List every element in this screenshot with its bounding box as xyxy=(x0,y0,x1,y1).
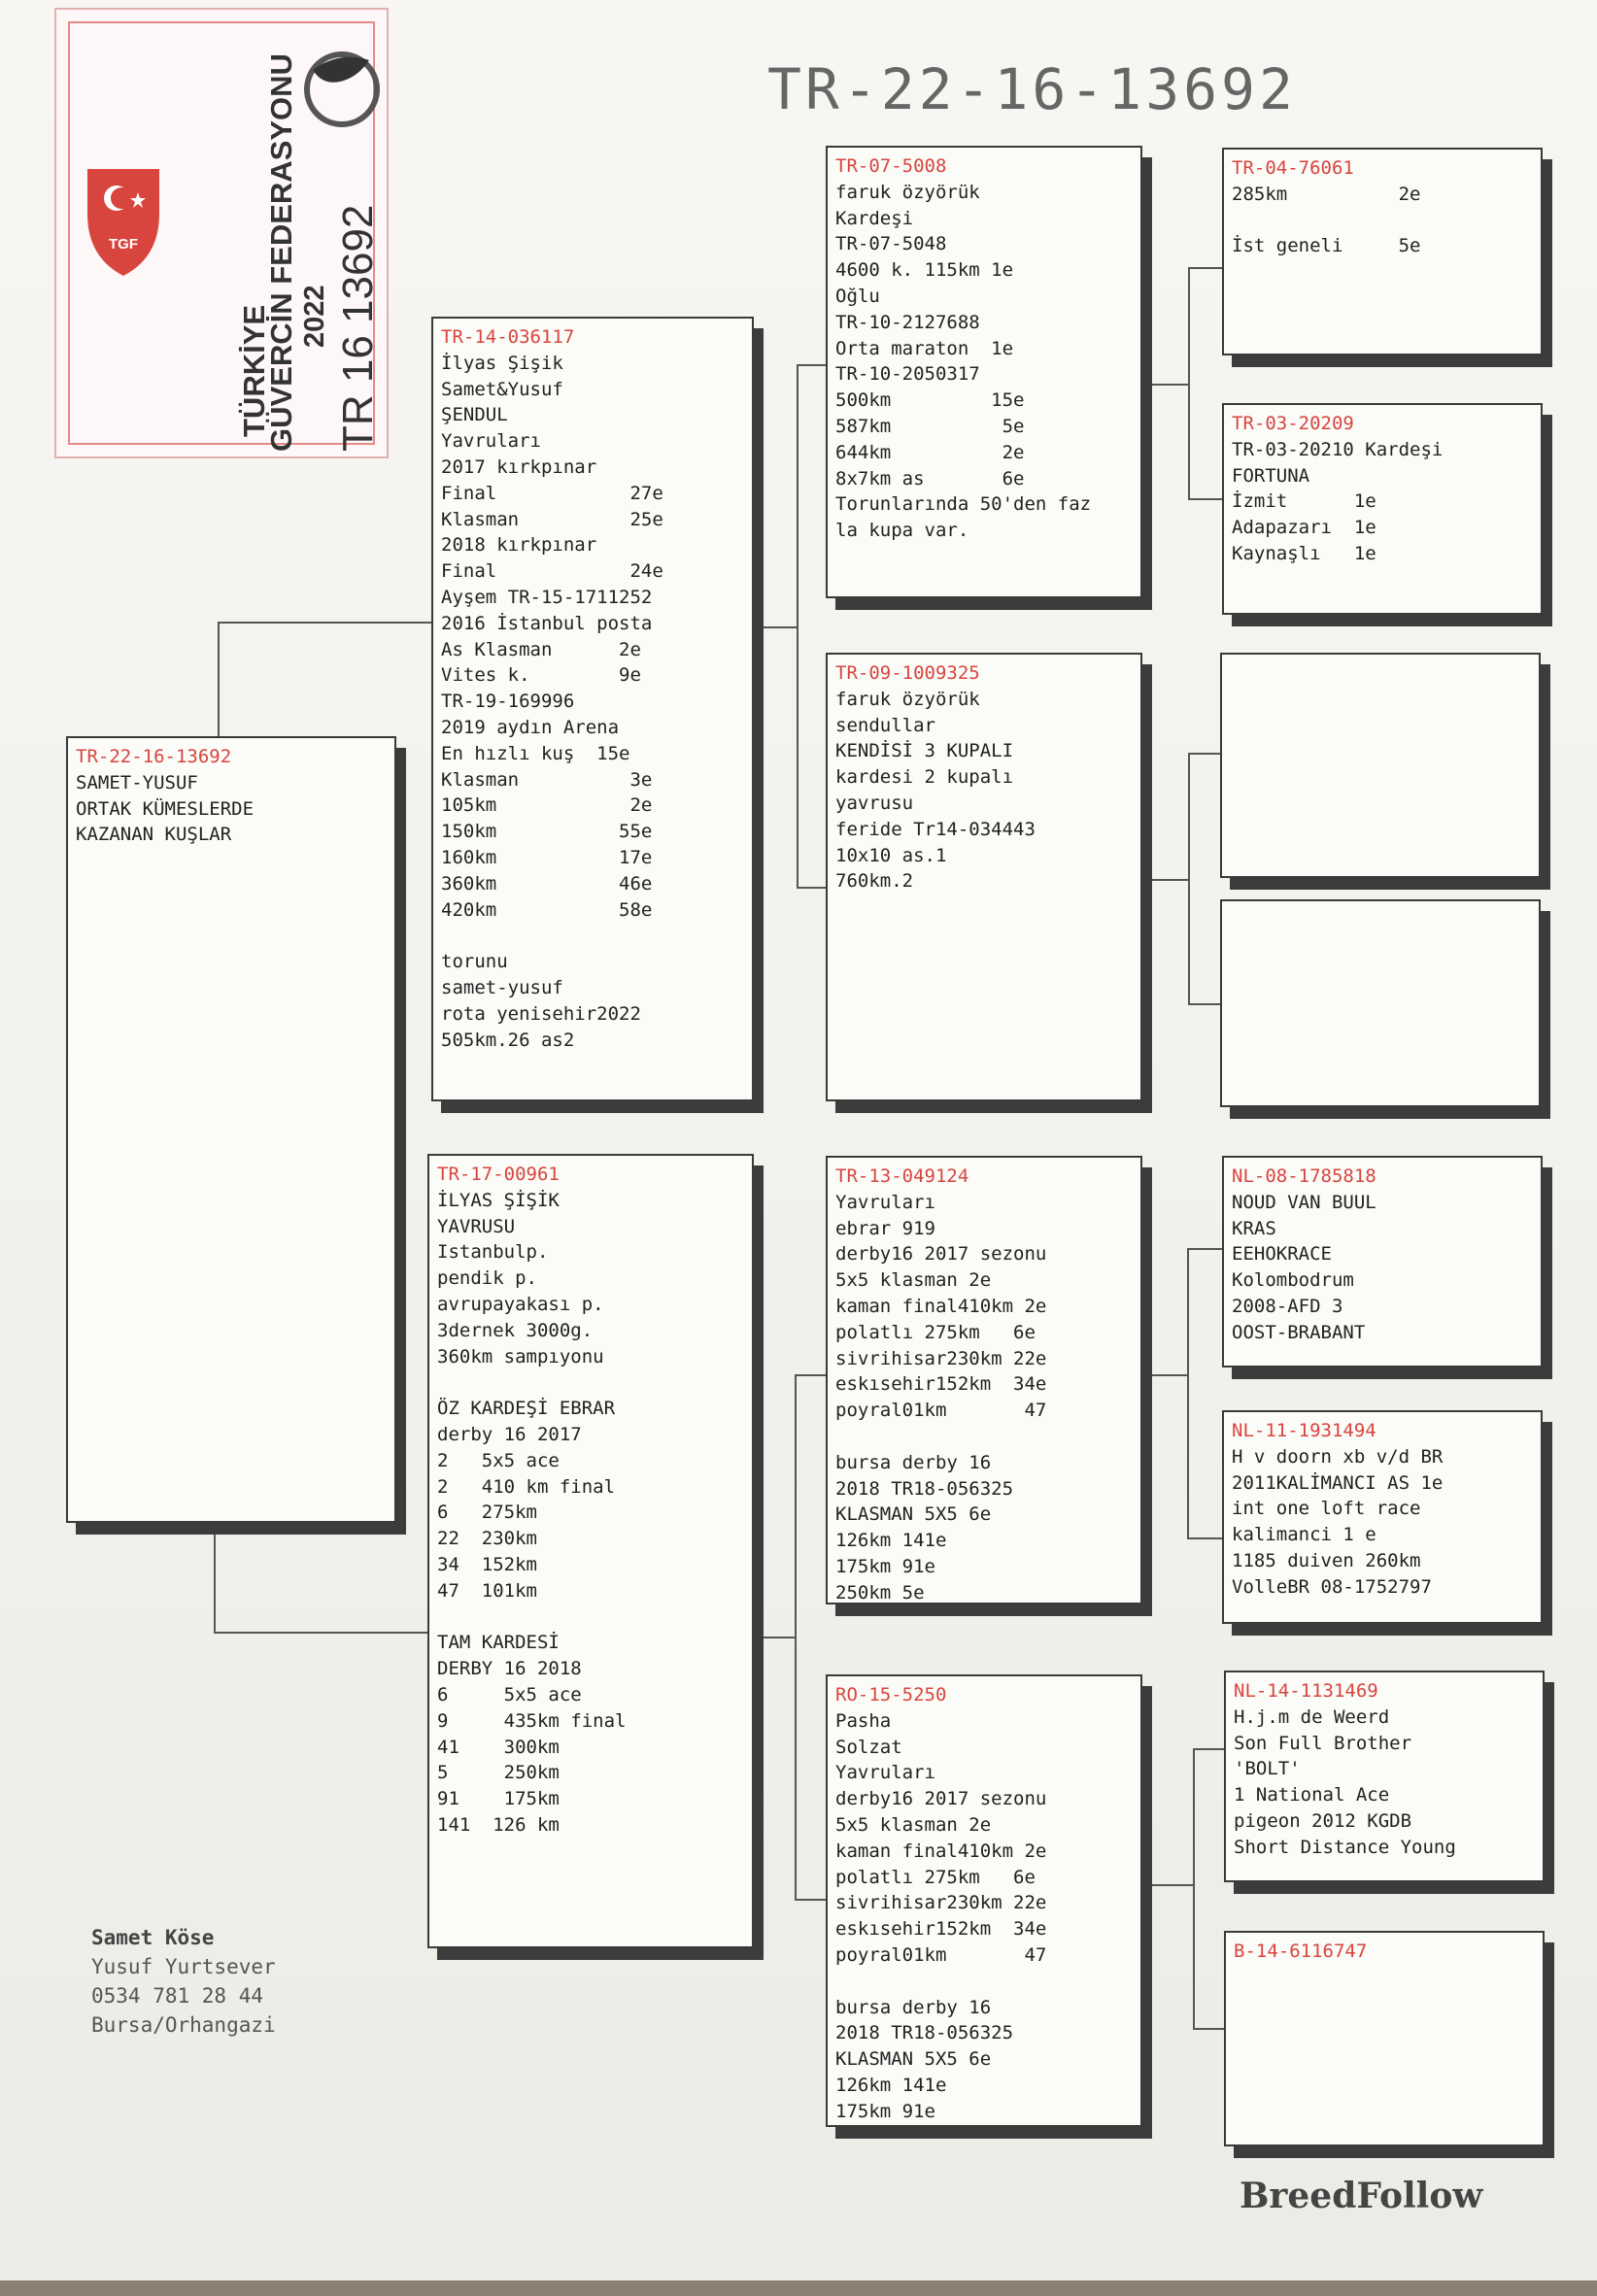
pedigree-line: eskısehir152km 34e xyxy=(835,1918,1047,1941)
pedigree-line: kaman final410km 2e xyxy=(835,1840,1047,1862)
pedigree-line: 160km 17e xyxy=(441,846,653,868)
pedigree-line: ÖZ KARDEŞİ EBRAR xyxy=(437,1398,616,1420)
pedigree-line: 2008-AFD 3 xyxy=(1232,1295,1343,1317)
pedigree-line: TR-10-2050317 xyxy=(835,363,980,386)
pedigree-line: samet-yusuf xyxy=(441,976,563,998)
pedigree-line: Ayşem TR-15-1711252 xyxy=(441,586,653,608)
connector xyxy=(754,626,798,628)
connector xyxy=(1142,384,1190,386)
pedigree-line: İlyas Şişik xyxy=(441,352,563,374)
pedigree-line: sendullar xyxy=(835,714,935,736)
ring-number: RO-15-5250 xyxy=(835,1684,947,1705)
pedigree-line xyxy=(1232,208,1533,234)
pedigree-line: DERBY 16 2018 xyxy=(437,1658,582,1680)
subject-pigeon-box xyxy=(66,736,396,1523)
pedigree-line: torunu xyxy=(441,951,508,973)
pedigree-line: En hızlı kuş 15e xyxy=(441,742,630,764)
great-grandparent-box-3 xyxy=(1220,653,1541,878)
pedigree-line: avrupayakası p. xyxy=(437,1293,604,1315)
connector xyxy=(218,622,220,736)
pedigree-line: poyral01km 47 xyxy=(835,1400,1047,1422)
connector xyxy=(1188,753,1220,755)
pedigree-line: Orta maraton 1e xyxy=(835,337,1014,359)
great-grandparent-box-1 xyxy=(1222,148,1543,355)
pedigree-line: 6 5x5 ace xyxy=(437,1683,582,1705)
pedigree-line: ŞENDUL xyxy=(441,404,508,426)
pedigree-line: 105km 2e xyxy=(441,794,653,817)
pedigree-line: 360km sampıyonu xyxy=(437,1345,604,1367)
great-grandparent-box-5 xyxy=(1222,1156,1543,1367)
pedigree-line: poyral01km 47 xyxy=(835,1943,1047,1966)
ring-number: B-14-6116747 xyxy=(1234,1941,1368,1962)
pigeon-silhouette-icon xyxy=(301,31,383,138)
pedigree-line: kalimanci 1 e xyxy=(1232,1524,1376,1546)
pedigree-line: 2018 TR18-056325 xyxy=(835,2022,1014,2044)
pedigree-line: KRAS xyxy=(1232,1217,1276,1239)
pedigree-line: polatlı 275km 6e xyxy=(835,1321,1036,1343)
ring-number: TR-17-00961 xyxy=(437,1164,560,1185)
pedigree-line: Short Distance Young xyxy=(1234,1836,1456,1858)
sire-dam-box xyxy=(826,653,1142,1101)
pedigree-line: As Klasman 2e xyxy=(441,638,641,660)
connector xyxy=(795,1899,826,1901)
pedigree-line: ORTAK KÜMESLERDE xyxy=(76,797,255,820)
pedigree-line: Vites k. 9e xyxy=(441,664,641,687)
pedigree-line: Torunlarında 50'den faz xyxy=(835,493,1092,516)
pedigree-line: 126km 141e xyxy=(835,2074,947,2096)
pedigree-line: 760km.2 xyxy=(835,870,914,893)
pedigree-line: KLASMAN 5X5 6e xyxy=(835,1503,992,1526)
pedigree-line: 500km 15e xyxy=(835,389,1025,412)
pedigree-line: 22 230km xyxy=(437,1528,537,1550)
pedigree-line: FORTUNA xyxy=(1232,464,1310,487)
pedigree-line: H v doorn xb v/d BR xyxy=(1232,1445,1444,1468)
pedigree-line: İzmit 1e xyxy=(1232,490,1376,513)
pedigree-line: 2018 TR18-056325 xyxy=(835,1477,1014,1500)
pedigree-line: faruk özyörük xyxy=(835,181,980,203)
pedigree-line: 141 126 km xyxy=(437,1813,560,1836)
pedigree-line: 8x7km as 6e xyxy=(835,467,1025,490)
pedigree-line: Yavruları xyxy=(441,430,541,453)
page-edge-shadow xyxy=(0,2280,1597,2296)
pedigree-line: 91 175km xyxy=(437,1788,560,1810)
pedigree-line: 3dernek 3000g. xyxy=(437,1319,594,1341)
connector xyxy=(1193,1748,1224,1750)
pedigree-line: derby16 2017 sezonu xyxy=(835,1243,1047,1266)
ring-number: TR-03-20209 xyxy=(1232,413,1354,434)
pedigree-line: Son Full Brother xyxy=(1234,1732,1412,1754)
federation-sticker xyxy=(54,8,389,458)
pedigree-line: 2011KALİMANCI AS 1e xyxy=(1232,1471,1444,1494)
pedigree-line: TR-10-2127688 xyxy=(835,311,980,333)
pedigree-line: 10x10 as.1 xyxy=(835,844,947,866)
connector xyxy=(1142,1884,1195,1886)
pedigree-line: 6 275km xyxy=(437,1502,537,1524)
ring-number: NL-14-1131469 xyxy=(1234,1680,1378,1702)
pedigree-line: Klasman 3e xyxy=(441,768,653,791)
pedigree-line: EEHOKRACE xyxy=(1232,1243,1332,1266)
pedigree-line xyxy=(437,1369,744,1396)
pedigree-line: yavrusu xyxy=(835,792,914,814)
connector xyxy=(795,1374,826,1376)
pedigree-line: Adapazarı 1e xyxy=(1232,517,1376,539)
connector xyxy=(1142,1374,1189,1376)
pedigree-line: sivrihisar230km 22e xyxy=(835,1892,1047,1914)
pedigree-line: 126km 141e xyxy=(835,1530,947,1552)
pedigree-line: 505km.26 as2 xyxy=(441,1029,575,1051)
pedigree-line: pendik p. xyxy=(437,1267,537,1290)
connector xyxy=(1187,1537,1222,1539)
pedigree-line: Final 27e xyxy=(441,482,663,504)
sire-sire-box xyxy=(826,146,1142,598)
pedigree-line: Samet&Yusuf xyxy=(441,378,563,400)
great-grandparent-box-4 xyxy=(1220,899,1541,1107)
owner-name-1: Samet Köse xyxy=(91,1926,215,1949)
pedigree-line: KLASMAN 5X5 6e xyxy=(835,2048,992,2071)
pedigree-line: int one loft race xyxy=(1232,1498,1421,1520)
pedigree-line: 5 250km xyxy=(437,1762,560,1784)
pedigree-line: bursa derby 16 xyxy=(835,1996,992,2018)
pedigree-line: TR-19-169996 xyxy=(441,691,575,713)
pedigree-line: la kupa var. xyxy=(835,520,969,542)
pedigree-line: SAMET-YUSUF xyxy=(76,771,198,793)
pedigree-line: 9 435km final xyxy=(437,1709,627,1732)
federation-line1: TÜRKİYE xyxy=(237,304,271,437)
emblem-label: TGF xyxy=(109,236,138,253)
pedigree-line: VolleBR 08-1752797 xyxy=(1232,1575,1432,1598)
pedigree-line xyxy=(835,1424,1133,1450)
ring-number: TR-14-036117 xyxy=(441,326,575,348)
ring-number: TR-22-16-13692 xyxy=(76,746,232,767)
pedigree-line: Klasman 25e xyxy=(441,508,663,530)
owner-info xyxy=(91,1923,276,2040)
pedigree-title: TR-22-16-13692 xyxy=(767,56,1297,122)
connector xyxy=(754,1637,797,1638)
pedigree-line: 420km 58e xyxy=(441,898,653,921)
pedigree-line: rota yenisehir2022 xyxy=(441,1002,641,1025)
pedigree-line: 2 5x5 ace xyxy=(437,1449,560,1471)
pedigree-line: 1185 duiven 260km xyxy=(1232,1549,1421,1571)
connector xyxy=(797,364,826,366)
connector xyxy=(1188,267,1222,269)
pedigree-line: feride Tr14-034443 xyxy=(835,818,1036,840)
pedigree-line xyxy=(437,1604,744,1631)
connector xyxy=(1187,1248,1222,1250)
pedigree-line: OOST-BRABANT xyxy=(1232,1321,1366,1343)
pedigree-line: Kolombodrum xyxy=(1232,1269,1354,1292)
pedigree-line: 2 410 km final xyxy=(437,1475,616,1498)
pedigree-line: TAM KARDESİ xyxy=(437,1632,560,1654)
connector xyxy=(214,1535,216,1632)
great-grandparent-box-8 xyxy=(1224,1931,1545,2146)
pedigree-line: TR-03-20210 Kardeşi xyxy=(1232,438,1444,460)
pedigree-line: 'BOLT' xyxy=(1234,1758,1301,1780)
pedigree-line: Kardeşi xyxy=(835,207,914,229)
pedigree-line: 150km 55e xyxy=(441,821,653,843)
pedigree-line: 2018 kırkpınar xyxy=(441,534,597,557)
pedigree-line: bursa derby 16 xyxy=(835,1451,992,1473)
pedigree-line: 47 101km xyxy=(437,1579,537,1602)
brand-logo: BreedFollow xyxy=(1240,2176,1483,2216)
pedigree-line xyxy=(441,923,744,949)
dam-dam-box xyxy=(826,1674,1142,2127)
pedigree-line: 4600 k. 115km 1e xyxy=(835,259,1014,282)
pedigree-line: Yavruları xyxy=(835,1191,935,1213)
pedigree-line: 41 300km xyxy=(437,1736,560,1758)
pedigree-line: KENDİSİ 3 KUPALI xyxy=(835,740,1014,762)
pedigree-line: Solzat xyxy=(835,1736,902,1758)
connector xyxy=(1193,1748,1195,2030)
pedigree-line: 34 152km xyxy=(437,1553,537,1575)
pedigree-line: Oğlu xyxy=(835,285,880,307)
ring-number xyxy=(1230,660,1531,687)
connector xyxy=(797,887,826,889)
owner-location: Bursa/Orhangazi xyxy=(91,2013,276,2037)
pedigree-line: Pasha xyxy=(835,1709,892,1732)
ring-number: NL-08-1785818 xyxy=(1232,1165,1376,1187)
ring-number xyxy=(1230,907,1531,933)
owner-name-2: Yusuf Yurtsever xyxy=(91,1955,276,1978)
ring-number: NL-11-1931494 xyxy=(1232,1420,1376,1441)
sire-box xyxy=(431,317,754,1101)
pedigree-line: İst geneli 5e xyxy=(1232,235,1421,257)
pedigree-line: kardesi 2 kupalı xyxy=(835,766,1014,789)
pedigree-line: YAVRUSU xyxy=(437,1215,516,1237)
pedigree-line: faruk özyörük xyxy=(835,688,980,710)
pedigree-line: Istanbulp. xyxy=(437,1241,549,1264)
pedigree-line: 2019 aydın Arena xyxy=(441,716,620,738)
sticker-ring-number: TR 16 13692 xyxy=(334,204,382,452)
pedigree-line: 1 National Ace xyxy=(1234,1784,1390,1806)
pedigree-line: derby 16 2017 xyxy=(437,1423,582,1445)
ring-number: TR-07-5008 xyxy=(835,155,947,177)
connector xyxy=(1188,498,1222,500)
dam-sire-box xyxy=(826,1156,1142,1604)
connector xyxy=(214,1632,427,1634)
owner-phone: 0534 781 28 44 xyxy=(91,1984,264,2008)
dam-box xyxy=(427,1154,754,1948)
pedigree-line: eskısehir152km 34e xyxy=(835,1373,1047,1396)
pedigree-line xyxy=(835,1969,1133,1995)
pedigree-line: kaman final410km 2e xyxy=(835,1295,1047,1317)
connector xyxy=(1142,879,1190,881)
ring-number: TR-04-76061 xyxy=(1232,157,1354,179)
pedigree-line: 5x5 klasman 2e xyxy=(835,1269,992,1292)
ring-number: TR-13-049124 xyxy=(835,1165,969,1187)
ring-number: TR-09-1009325 xyxy=(835,662,980,684)
pedigree-line: pigeon 2012 KGDB xyxy=(1234,1809,1412,1832)
pedigree-line: 587km 5e xyxy=(835,415,1025,437)
pedigree-line: 2016 İstanbul posta xyxy=(441,612,653,634)
great-grandparent-box-2 xyxy=(1222,403,1543,615)
pedigree-line: 175km 91e xyxy=(835,1555,935,1577)
connector xyxy=(218,622,431,624)
pedigree-line: 5x5 klasman 2e xyxy=(835,1813,992,1836)
great-grandparent-box-6 xyxy=(1222,1410,1543,1624)
pedigree-line: Kaynaşlı 1e xyxy=(1232,542,1376,564)
great-grandparent-box-7 xyxy=(1224,1671,1545,1882)
pedigree-line: 2017 kırkpınar xyxy=(441,456,597,478)
pedigree-line: H.j.m de Weerd xyxy=(1234,1705,1390,1728)
pedigree-line: 285km 2e xyxy=(1232,183,1421,205)
pedigree-line: 360km 46e xyxy=(441,872,653,895)
tgf-emblem-icon xyxy=(82,155,165,282)
sticker-year: 2022 xyxy=(299,285,330,348)
pedigree-line: İLYAS ŞİŞİK xyxy=(437,1189,560,1211)
pedigree-line: Yavruları xyxy=(835,1762,935,1784)
connector xyxy=(1187,1248,1189,1539)
federation-line2: GÜVERCİN FEDERASYONU xyxy=(264,53,298,452)
connector xyxy=(1188,1003,1220,1005)
pedigree-line: Final 24e xyxy=(441,560,663,583)
pedigree-line: 175km 91e xyxy=(835,2100,935,2122)
pedigree-line: sivrihisar230km 22e xyxy=(835,1347,1047,1369)
pedigree-line: TR-07-5048 xyxy=(835,233,947,255)
pedigree-line: NOUD VAN BUUL xyxy=(1232,1191,1376,1213)
pedigree-line: ebrar 919 xyxy=(835,1217,935,1239)
pedigree-line: KAZANAN KUŞLAR xyxy=(76,824,232,846)
pedigree-line: 644km 2e xyxy=(835,441,1025,463)
connector xyxy=(1193,2028,1224,2030)
pedigree-line: derby16 2017 sezonu xyxy=(835,1788,1047,1810)
pedigree-line: 250km 5e xyxy=(835,1581,925,1604)
pedigree-line: polatlı 275km 6e xyxy=(835,1866,1036,1888)
